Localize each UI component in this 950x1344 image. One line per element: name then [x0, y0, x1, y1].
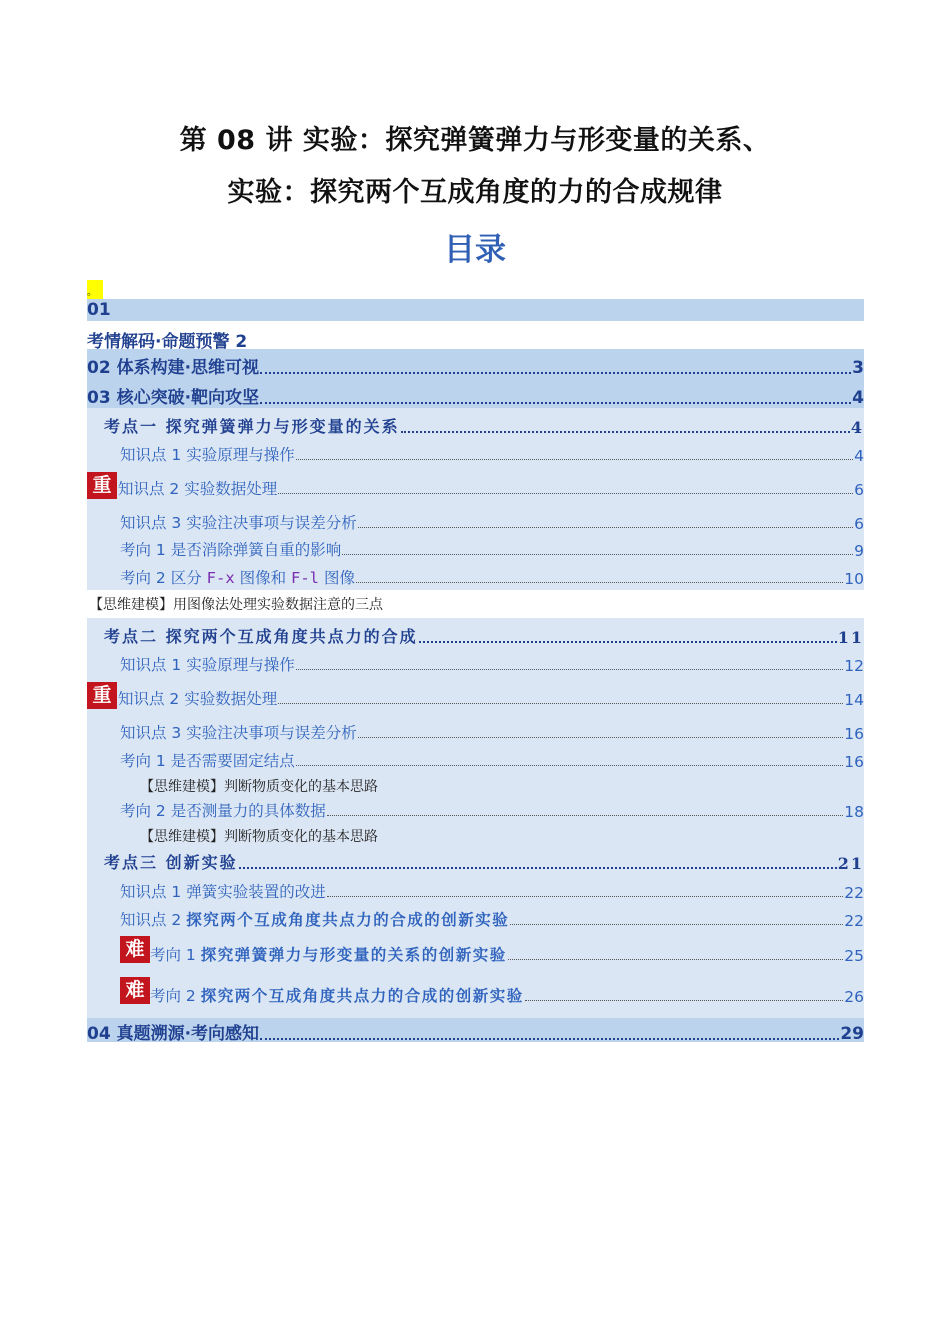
formula-f-l: F-l: [291, 569, 320, 587]
title-line-2: 实验：探究两个互成角度的力的合成规律: [227, 177, 723, 208]
toc-heading: 目录: [444, 232, 506, 268]
badge-nan-1: 难: [120, 936, 150, 963]
band-01: [87, 299, 864, 321]
toc-kd1-item-1[interactable]: 知识点 1 实验原理与操作 4: [120, 446, 864, 465]
toc-section-01[interactable]: 考情解码·命题预警 2: [87, 332, 248, 352]
badge-zhong-2: 重: [87, 682, 117, 709]
highlight-mark: 。: [87, 280, 103, 299]
toc-kd2-item-1[interactable]: 知识点 1 实验原理与操作 12: [120, 656, 864, 675]
toc-kd3-item-3[interactable]: 考向 1 探究弹簧弹力与形变量的关系的创新实验 25: [150, 945, 864, 965]
toc-kd2-item-3[interactable]: 知识点 3 实验注决事项与误差分析 16: [120, 724, 864, 743]
toc-kd1-item-4[interactable]: 考向 1 是否消除弹簧自重的影响 9: [120, 541, 864, 560]
toc-kd1-item-3[interactable]: 知识点 3 实验注决事项与误差分析 6: [120, 514, 864, 533]
kd2-thinking-model-note-1: 【思维建模】判断物质变化的基本思路: [140, 779, 378, 795]
toc-section-02[interactable]: 02 体系构建·思维可视 3: [87, 358, 864, 378]
toc-section-01-number[interactable]: 01: [87, 300, 111, 320]
toc-kaodian-2[interactable]: 考点二 探究两个互成角度共点力的合成 11: [104, 627, 864, 647]
toc-kd2-item-5[interactable]: 考向 2 是否测量力的具体数据 18: [120, 802, 864, 821]
toc-kd3-item-1[interactable]: 知识点 1 弹簧实验装置的改进 22: [120, 883, 864, 902]
toc-kaodian-1[interactable]: 考点一 探究弹簧弹力与形变量的关系 4: [104, 417, 864, 437]
toc-section-04[interactable]: 04 真题溯源·考向感知 29: [87, 1024, 864, 1044]
kd2-thinking-model-note-2: 【思维建模】判断物质变化的基本思路: [140, 829, 378, 845]
title-line-1: 第 08 讲 实验：探究弹簧弹力与形变量的关系、: [179, 125, 771, 156]
toc-kd2-item-2[interactable]: 知识点 2 实验数据处理 14: [118, 690, 864, 709]
toc-section-03[interactable]: 03 核心突破·靶向攻坚 4: [87, 388, 864, 408]
toc-kd3-item-4[interactable]: 考向 2 探究两个互成角度共点力的合成的创新实验 26: [150, 986, 864, 1006]
kd1-thinking-model-note: 【思维建模】用图像法处理实验数据注意的三点: [89, 597, 383, 613]
toc-kd1-item-2[interactable]: 知识点 2 实验数据处理 6: [118, 480, 864, 499]
badge-nan-2: 难: [120, 977, 150, 1004]
toc-kd1-item-5[interactable]: 考向 2 区分 F-x 图像和 F-l 图像 10: [120, 569, 864, 588]
toc-kd2-item-4[interactable]: 考向 1 是否需要固定结点 16: [120, 752, 864, 771]
badge-zhong-1: 重: [87, 472, 117, 499]
toc-kaodian-3[interactable]: 考点三 创新实验 21: [104, 853, 864, 873]
formula-f-x: F-x: [206, 569, 235, 587]
toc-kd3-item-2[interactable]: 知识点 2 探究两个互成角度共点力的合成的创新实验 22: [120, 910, 864, 930]
